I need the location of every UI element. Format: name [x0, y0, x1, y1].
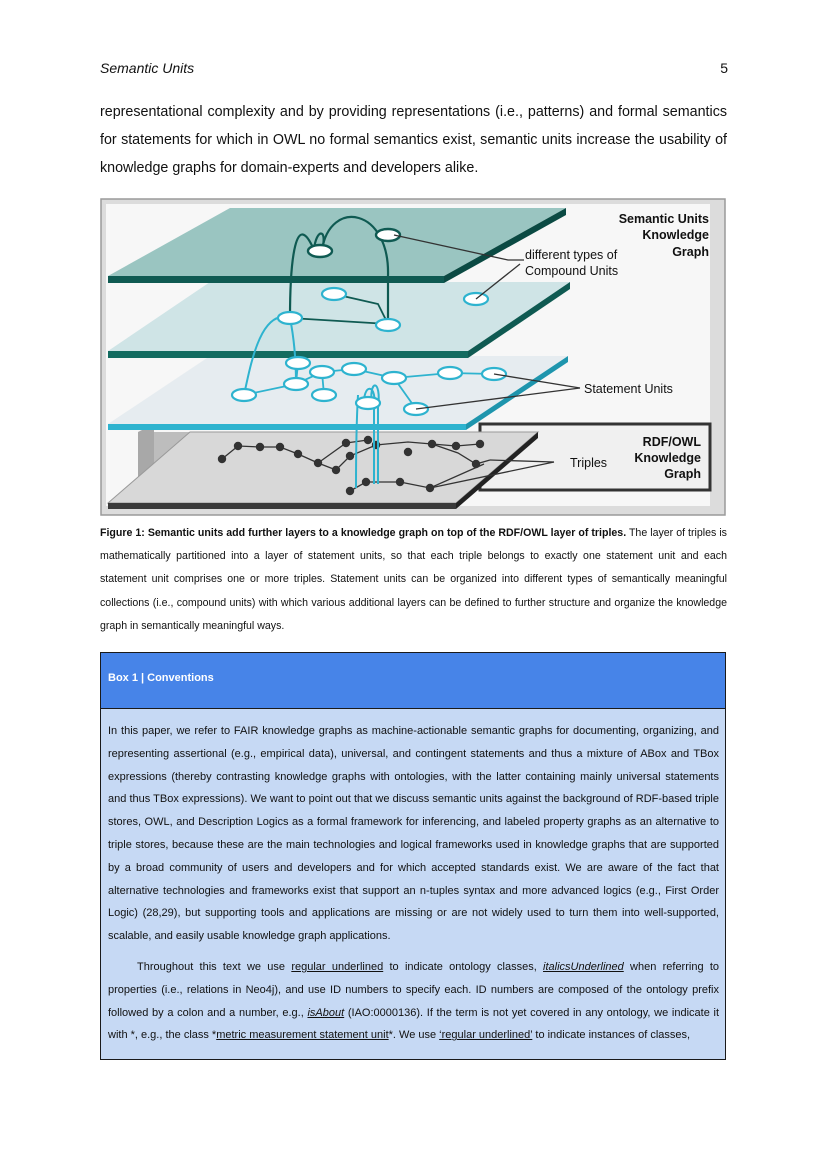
label-rdf-owl-3: Graph [664, 467, 701, 481]
box-p2-example-class: regular underlined [291, 960, 384, 973]
label-semantic-units-1: Semantic Units [618, 212, 709, 226]
label-rdf-owl-2: Knowledge [634, 451, 701, 465]
box-paragraph-2 [108, 956, 719, 1047]
running-head-title: Semantic Units [100, 60, 195, 76]
label-triples: Triples [570, 456, 608, 470]
box-p2-example-property: italicsUnderlined [543, 960, 624, 973]
intro-paragraph: representational complexity and by providing representations (i.e., patterns) and formal semantics for statements for which in OWL no formal semantics exist, semantic units increase the usability of knowledge graphs for domain-experts and developers alike. [100, 104, 727, 176]
label-rdf-owl-1: RDF/OWL [642, 435, 701, 449]
box-p2-s2: to indicate ontology classes, [383, 960, 544, 973]
box-paragraph-1: In this paper, we refer to FAIR knowledge graphs as machine-actionable semantic graphs for documenting, organizing, and representing assertional (e.g., empirical data), universal, and contingent statements and thus a mixture of ABox and TBox expressions (thereby contrasting knowledge graphs with ontologies, with the latter containing mainly universal statements and thus TBox expressions). We want to point out that we discuss semantic units against the background of RDF-based triple stores, OWL, and Description Logics as a formal framework for inferencing, and labeled property graphs as an alternative to triple stores, because these are the main technologies and logical frameworks used in knowledge graphs that are supported by a broad community of users and developers and for which accepted standards exist. We are aware of the fact that alternative technologies and frameworks exist that support an n-tuples syntax and more advanced logics (e.g., First Order Logic) (28,29), but supporting tools and applications are missing or are not widely used to turn them into well-supported, scalable, and easily usable knowledge graph applications. [108, 725, 719, 943]
box-body [101, 709, 725, 1047]
figure-caption-title: Figure 1: Semantic units add further layers to a knowledge graph on top of the RDF/OWL layer of triples. [100, 527, 627, 539]
figure-1 [100, 198, 726, 516]
box-p2-metric-class: metric measurement statement unit [216, 1029, 389, 1042]
figure-caption-text: The layer of triples is mathematically partitioned into a layer of statement units, so that each triple belongs to exactly one statement unit and each statement unit comprises one or more triples. Statement units can be organized into different types of semantically meaningful collections (i.e., compound units) with which various additional layers can be defined to further structure and organize the knowledge graph in semantically meaningful ways. [100, 527, 727, 632]
statement-layer-edge [108, 424, 466, 430]
figure-1-diagram [100, 198, 726, 516]
box-p2-s4: (IAO:0000136). If the term is not yet covered in any ontology, we indicate it with *, e.g., the class * [108, 1006, 720, 1042]
box-p2-isabout: isAbout [307, 1006, 345, 1019]
label-compound-1: different types of [525, 248, 618, 262]
box-p2-s1: Throughout this text we use [137, 960, 292, 973]
compound-layer-upper-edge [108, 276, 444, 283]
label-semantic-units-3: Graph [672, 245, 709, 259]
box-p2-s6: to indicate instances of classes, [532, 1029, 691, 1042]
label-statement-units: Statement Units [584, 382, 673, 396]
label-compound-2: Compound Units [525, 264, 619, 278]
label-semantic-units-2: Knowledge [642, 228, 709, 242]
box-title: Box 1 | Conventions [101, 653, 725, 709]
figure-caption [100, 522, 727, 638]
compound-layer-lower-edge [108, 351, 468, 358]
box-p2-instance-example: ‘regular underlined’ [439, 1029, 533, 1042]
box-p2-s5: *. We use [388, 1029, 440, 1042]
page-number: 5 [720, 60, 728, 76]
box-p2-s3: when referring to properties (i.e., relations in Neo4j), and use ID numbers to specify each. ID numbers are composed of the ontology prefix followed by a colon and a number, e.g., [108, 960, 720, 1019]
box-conventions [100, 652, 726, 1060]
triple-layer-edge [108, 503, 456, 509]
